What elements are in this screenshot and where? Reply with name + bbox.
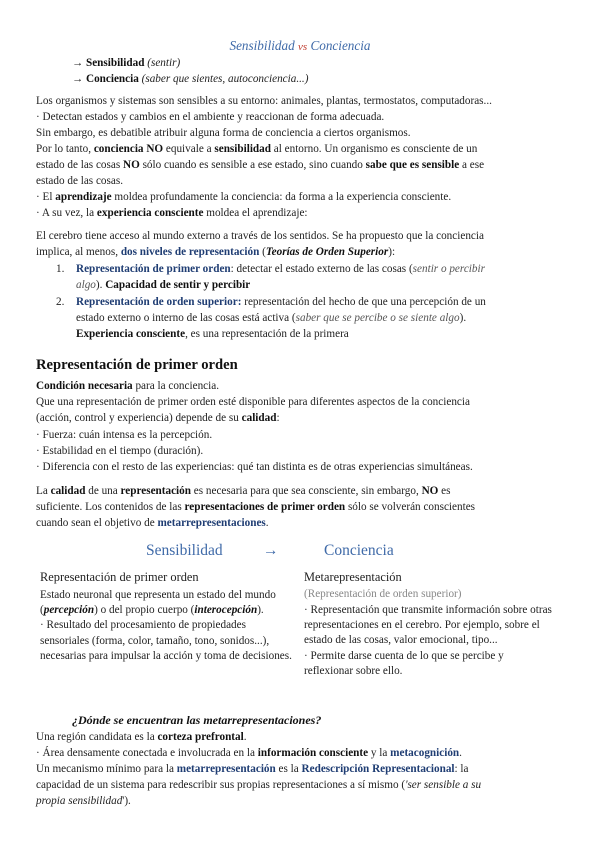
- text: ):: [388, 246, 396, 258]
- text: ).: [95, 279, 106, 291]
- text: y la: [368, 747, 391, 759]
- text: cuando sean el objetivo de: [36, 517, 158, 529]
- sensibilidad-note: (sentir): [147, 57, 181, 69]
- list-item-2-line-1: [76, 295, 486, 310]
- list-item-2-line-3: [76, 327, 349, 342]
- text: Estado neuronal que representa un estado del mundo (: [40, 589, 276, 617]
- text-term: metarrepresentación: [176, 763, 276, 775]
- title-left: Sensibilidad: [229, 38, 295, 53]
- compare-left-text-1: [40, 588, 296, 618]
- where-line-4: [36, 778, 481, 793]
- text: La: [36, 485, 51, 497]
- text-term: dos niveles de representación: [120, 246, 260, 258]
- compare-right-text-1: · Representación que transmite información sobre otras representaciones en el cerebro. Por ejemplo, sobre el estado de las cosas, valor emocional, tipo...: [304, 604, 552, 647]
- text-bold: Condición necesaria: [36, 380, 133, 392]
- text-bold: NO: [421, 485, 439, 497]
- intro-line-1: Los organismos y sistemas son sensibles a su entorno: animales, plantas, termostatos, computadoras...: [36, 95, 492, 107]
- text: Un mecanismo mínimo para la: [36, 763, 177, 775]
- where-line-1: [36, 730, 247, 745]
- intro-line-5: [36, 158, 484, 173]
- text-italic: 'ser sensible a su: [405, 779, 482, 791]
- text-bold: sensibilidad: [214, 143, 271, 155]
- text: moldea profundamente la conciencia: da forma a la experiencia consciente.: [111, 191, 452, 203]
- compare-left-title: Representación de primer orden: [40, 570, 199, 584]
- section1-condition: [36, 379, 219, 394]
- text: · A su vez, la: [36, 207, 97, 219]
- title-vs: vs: [297, 41, 308, 53]
- intro-line-8: [36, 206, 308, 221]
- text: de una: [85, 485, 121, 497]
- section1-para-line-2: [36, 500, 475, 515]
- section1-line-1: Que una representación de primer orden esté disponible para diferentes aspectos de la conciencia: [36, 396, 470, 408]
- section1-bullet-1: · Fuerza: cuán intensa es la percepción.: [36, 429, 213, 441]
- text-italic: sentir o percibir: [412, 263, 485, 275]
- where-line-5: [36, 794, 131, 809]
- section1-para-line-1: [36, 484, 450, 499]
- text: Una región candidata es la: [36, 731, 158, 743]
- list-item-2-line-2: [76, 311, 466, 326]
- text: ).: [257, 604, 264, 617]
- arrow-right-icon: →: [263, 542, 279, 559]
- text-bold: conciencia NO: [93, 143, 164, 155]
- text-bold: Capacidad de sentir y percibir: [105, 279, 251, 291]
- text-bold: aprendizaje: [55, 191, 112, 203]
- text: sólo se volverán conscientes: [345, 501, 476, 513]
- text-bold: Experiencia consciente: [76, 328, 186, 340]
- text: moldea el aprendizaje:: [203, 207, 308, 219]
- text-bold: NO: [123, 159, 140, 171]
- intro-line-2: · Detectan estados y cambios en el ambiente y reaccionan de forma adecuada.: [36, 111, 385, 123]
- text-bold: corteza prefrontal: [157, 731, 244, 743]
- text: Por lo tanto,: [36, 143, 94, 155]
- arrow-icon: →: [72, 73, 84, 85]
- text: implica, al menos,: [36, 246, 121, 258]
- text: para la conciencia.: [132, 380, 219, 392]
- text-term: Redescripción Representacional: [301, 763, 455, 775]
- list-item-1-line-1: [76, 262, 485, 277]
- text-term: metacognición: [390, 747, 460, 759]
- text: ).: [459, 312, 467, 324]
- section1-line-2: [36, 411, 280, 426]
- text: .: [265, 517, 269, 529]
- text-italic: algo: [76, 279, 96, 291]
- text: , es una representación de la primera: [185, 328, 349, 340]
- text-bold: representaciones de primer orden: [184, 501, 346, 513]
- text: representación del hecho de que una percepción de un: [241, 296, 486, 308]
- compare-left-heading: Sensibilidad: [146, 542, 223, 559]
- text-italic: propia sensibilidad: [36, 795, 123, 807]
- text: : detectar el estado externo de las cosas (: [230, 263, 413, 275]
- theory-line-2: [36, 245, 395, 260]
- text: es necesaria para que sea consciente, sin embargo,: [190, 485, 422, 497]
- text: (: [259, 246, 266, 258]
- compare-left-text-2: · Resultado del procesamiento de propiedades sensoriales (forma, color, tamaño, tono, sonidos...), necesarias para impulsar la acción y toma de decisiones.: [40, 619, 292, 662]
- text: : la: [454, 763, 469, 775]
- theory-line-1: El cerebro tiene acceso al mundo externo a través de los sentidos. Se ha propuesto que la conciencia: [36, 230, 484, 242]
- sensibilidad-term: Sensibilidad: [85, 57, 145, 69]
- definition-conciencia: [72, 72, 308, 87]
- compare-right-heading: Conciencia: [324, 542, 394, 559]
- title-right: Conciencia: [310, 38, 371, 53]
- text: .: [243, 731, 247, 743]
- text: equivale a: [163, 143, 215, 155]
- text: ').: [122, 795, 131, 807]
- text-bold-italic: ¿Dónde se encuentran las metarrepresentaciones?: [72, 713, 322, 727]
- compare-left-body: [40, 588, 296, 664]
- text: es: [438, 485, 451, 497]
- definition-sensibilidad: [72, 56, 180, 71]
- where-line-3: [36, 762, 469, 777]
- text: sólo cuando es sensible a ese estado, sino cuando: [139, 159, 366, 171]
- text: ) o del propio cuerpo (: [94, 604, 195, 617]
- compare-right-body: [304, 603, 554, 679]
- list-item-1-line-2: [76, 278, 250, 293]
- section1-para-line-3: [36, 516, 269, 531]
- text: · El: [36, 191, 56, 203]
- arrow-icon: →: [72, 57, 84, 69]
- text: suficiente. Los contenidos de las: [36, 501, 185, 513]
- text: .: [459, 747, 462, 759]
- intro-line-3: Sin embargo, es debatible atribuir alguna forma de conciencia a ciertos organismos.: [36, 127, 411, 139]
- list-item-2-number: 2.: [56, 296, 65, 308]
- text-bold: experiencia consciente: [96, 207, 204, 219]
- text-term: metarrepresentaciones: [157, 517, 266, 529]
- text: capacidad de un sistema para redescribir sus propias representaciones a sí mismo (: [36, 779, 406, 791]
- page-title: [0, 38, 600, 55]
- intro-line-6: estado de las cosas.: [36, 175, 123, 187]
- compare-right-subtitle: (Representación de orden superior): [304, 588, 462, 600]
- list-item-1-number: 1.: [56, 263, 65, 275]
- text-bold-italic: Teorías de Orden Superior: [265, 246, 389, 258]
- text-italic: saber que se percibe o se siente algo: [295, 312, 460, 324]
- compare-right-title: Metarepresentación: [304, 570, 402, 584]
- section-heading: Representación de primer orden: [36, 357, 238, 373]
- text-bold: representación: [120, 485, 191, 497]
- text: es la: [275, 763, 302, 775]
- text: · Área densamente conectada e involucrada en la: [36, 747, 258, 759]
- text-bold: calidad: [241, 412, 277, 424]
- text-bold: calidad: [50, 485, 86, 497]
- intro-line-4: [36, 142, 477, 157]
- conciencia-term: Conciencia: [85, 73, 139, 85]
- intro-line-7: [36, 190, 451, 205]
- text: al entorno. Un organismo es consciente de un: [270, 143, 478, 155]
- compare-right-text-2: · Permite darse cuenta de lo que se percibe y reflexionar sobre ello.: [304, 649, 504, 677]
- section1-bullet-2: · Estabilidad en el tiempo (duración).: [36, 445, 204, 457]
- text-term: Representación de primer orden: [76, 263, 231, 275]
- text-bold-italic: percepción: [43, 604, 95, 617]
- where-question: [72, 713, 321, 728]
- text: :: [276, 412, 280, 424]
- conciencia-note: (saber que sientes, autoconciencia...): [141, 73, 309, 85]
- text: a ese: [459, 159, 485, 171]
- text-bold-italic: interocepción: [194, 604, 258, 617]
- text: estado externo o interno de las cosas está activa (: [76, 312, 296, 324]
- where-line-2: [36, 746, 462, 761]
- text-bold: sabe que es sensible: [365, 159, 460, 171]
- text: estado de las cosas: [36, 159, 123, 171]
- text: (acción, control y experiencia) depende de su: [36, 412, 242, 424]
- section1-bullet-3: · Diferencia con el resto de las experiencias: qué tan distinta es de otras experiencias simultáneas.: [36, 461, 473, 473]
- text-bold: información consciente: [257, 747, 369, 759]
- text-term: Representación de orden superior:: [76, 296, 242, 308]
